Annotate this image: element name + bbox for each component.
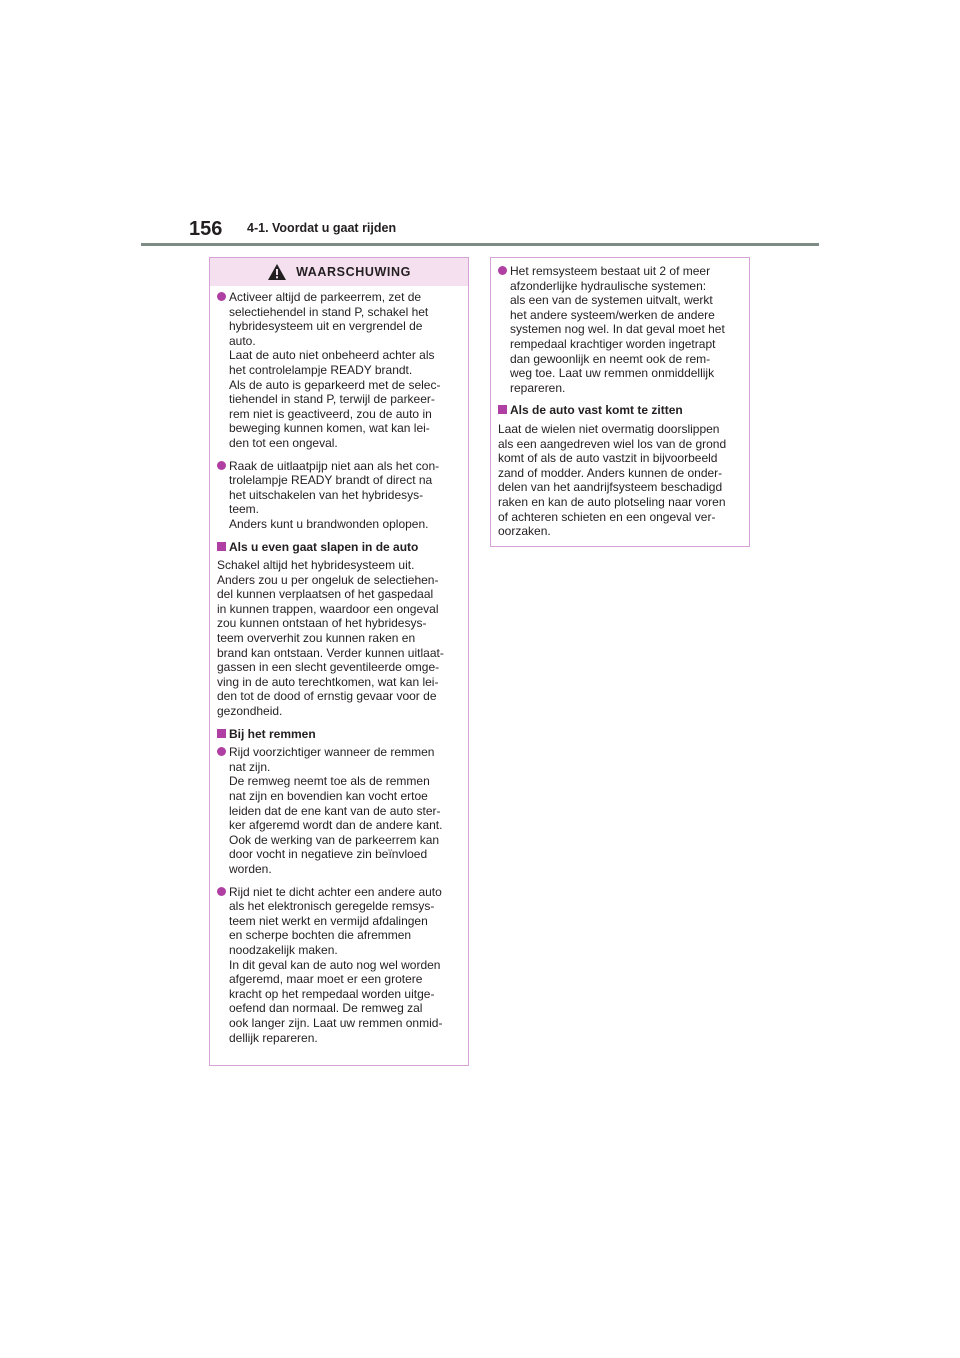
text-line: selectiehendel in stand P, schakel het [229, 304, 429, 319]
bullet-text [229, 290, 461, 451]
text-line: in kunnen trappen, waardoor een ongeval [217, 601, 439, 616]
text-line: kracht op het rempedaal worden uitge- [229, 986, 435, 1001]
text-line: door vocht in negatieve zin beïnvloed [229, 847, 428, 862]
text-line: leiden dat de ene kant van de auto ster- [229, 803, 441, 818]
bullet-text [229, 885, 461, 1046]
warning-triangle-icon [267, 263, 287, 281]
warning-title: WAARSCHUWING [296, 265, 411, 279]
bullet-item [217, 459, 461, 532]
text-line: gassen in een slecht geventileerde omge- [217, 660, 440, 675]
text-line: In dit geval kan de auto nog wel worden [229, 957, 441, 972]
paragraph [217, 558, 461, 719]
subheading [217, 727, 461, 742]
text-line: als het elektronisch geregelde remsys- [229, 899, 435, 914]
text-line: dellijk repareren. [229, 1030, 318, 1045]
warning-box [209, 257, 469, 1066]
subheading-text: Als u even gaat slapen in de auto [229, 539, 419, 554]
text-line: Rijd voorzichtiger wanneer de remmen [229, 745, 435, 760]
text-line: delen van het aandrijfsysteem beschadigd [498, 480, 723, 495]
text-line: ook langer zijn. Laat uw remmen onmid- [229, 1015, 443, 1030]
text-line: of achteren schieten en een ongeval ver- [498, 509, 716, 524]
text-line: rem niet is geactiveerd, zou de auto in [229, 406, 432, 421]
text-line: als een aangedreven wiel los van de grond [498, 436, 727, 451]
text-line: Als de auto is geparkeerd met de selec- [229, 377, 441, 392]
bullet-item [217, 290, 461, 451]
text-line: worden. [229, 861, 272, 876]
text-line: brand kan ontstaan. Verder kunnen uitlaat- [217, 645, 444, 660]
text-line: teem. [229, 502, 260, 517]
warning-header [210, 258, 468, 286]
text-line: trolelampje READY brandt of direct na [229, 473, 433, 488]
bullet-dot-icon [217, 292, 226, 301]
bullet-item [217, 885, 461, 1046]
text-line: ving in de auto terechtkomen, wat kan lei- [217, 674, 439, 689]
text-line: het controlelampje READY brandt. [229, 362, 413, 377]
text-line: teem oververhit zou kunnen raken en [217, 631, 416, 646]
text-line: dan gewoonlijk en neemt ook de rem- [510, 351, 711, 366]
text-line: systemen nog wel. In dat geval moet het [510, 322, 725, 337]
text-line: Laat de auto niet onbeheerd achter als [229, 348, 435, 363]
bullet-dot-icon [498, 266, 507, 275]
subheading-text: Als de auto vast komt te zitten [510, 403, 683, 418]
text-line: auto. [229, 333, 256, 348]
text-line: Laat de wielen niet overmatig doorslippen [498, 421, 720, 436]
text-line: del kunnen verplaatsen of het gaspedaal [217, 587, 434, 602]
text-line: nat zijn en bovendien kan vocht ertoe [229, 789, 428, 803]
bullet-dot-icon [217, 887, 226, 896]
text-line: Activeer altijd de parkeerrem, zet de [229, 290, 422, 304]
text-line: rempedaal krachtiger worden ingetrapt [510, 336, 716, 351]
text-line: afzonderlijke hydraulische systemen: [510, 278, 707, 293]
square-bullet-icon [217, 542, 226, 551]
paragraph [498, 422, 742, 539]
text-line: Het remsysteem bestaat uit 2 of meer [510, 264, 711, 278]
text-line: nat zijn. [229, 759, 271, 774]
text-line: Ook de werking van de parkeerrem kan [229, 832, 440, 847]
page-number: 156 [189, 218, 223, 240]
text-line: tiehendel in stand P, terwijl de parkeer- [229, 392, 435, 407]
text-line: beweging kunnen komen, wat kan lei- [229, 421, 430, 436]
page-header [141, 212, 819, 246]
text-line: ker afgeremd wordt dan de andere kant. [229, 818, 443, 833]
bullet-dot-icon [217, 461, 226, 470]
warning-content [210, 286, 468, 1045]
text-line: gezondheid. [217, 704, 283, 719]
text-line: het uitschakelen van het hybridesys- [229, 487, 424, 502]
text-line: teem niet werkt en vermijd afdalingen [229, 913, 428, 928]
bullet-dot-icon [217, 747, 226, 756]
text-line: noodzakelijk maken. [229, 942, 338, 957]
square-bullet-icon [217, 729, 226, 738]
text-line: komt of als de auto vastzit in bijvoorbeeld [498, 451, 718, 466]
subheading-text: Bij het remmen [229, 726, 316, 741]
subheading [498, 403, 742, 418]
square-bullet-icon [498, 405, 507, 414]
section-title: 4-1. Voordat u gaat rijden [247, 221, 397, 235]
text-line: raken en kan de auto plotseling naar voren [498, 494, 726, 509]
bullet-text [510, 264, 742, 395]
text-line: den tot een ongeval. [229, 435, 338, 450]
text-line: Anders zou u per ongeluk de selectiehen- [217, 572, 439, 587]
bullet-text [229, 745, 461, 876]
text-line: Schakel altijd het hybridesysteem uit. [217, 558, 415, 573]
text-line: zou kunnen ontstaan of het hybridesys- [217, 616, 427, 631]
text-line: den tot de dood of ernstig gevaar voor de [217, 689, 437, 704]
bullet-text [229, 459, 461, 532]
continuation-content [491, 258, 749, 539]
text-line: repareren. [510, 380, 566, 395]
text-line: hybridesysteem uit en vergrendel de [229, 319, 423, 334]
text-line: oorzaken. [498, 524, 551, 539]
text-line: oefend dan normaal. De remweg zal [229, 1001, 423, 1016]
text-line: weg toe. Laat uw remmen onmiddellijk [510, 366, 715, 381]
text-line: als een van de systemen uitvalt, werkt [510, 293, 713, 308]
text-line: en scherpe bochten die afremmen [229, 928, 412, 943]
warning-continuation-box [490, 257, 750, 547]
text-line: het andere systeem/werken de andere [510, 307, 715, 322]
text-line: afgeremd, maar moet er een grotere [229, 972, 423, 987]
bullet-item [498, 264, 742, 395]
text-line: Rijd niet te dicht achter een andere auto [229, 884, 442, 899]
text-line: zand of modder. Anders kunnen de onder- [498, 465, 723, 480]
text-line: De remweg neemt toe als de remmen [229, 774, 430, 789]
text-line: Raak de uitlaatpijp niet aan als het con- [229, 458, 440, 473]
subheading [217, 540, 461, 555]
bullet-item [217, 745, 461, 876]
header-rule [141, 243, 819, 246]
text-line: Anders kunt u brandwonden oplopen. [229, 516, 429, 531]
